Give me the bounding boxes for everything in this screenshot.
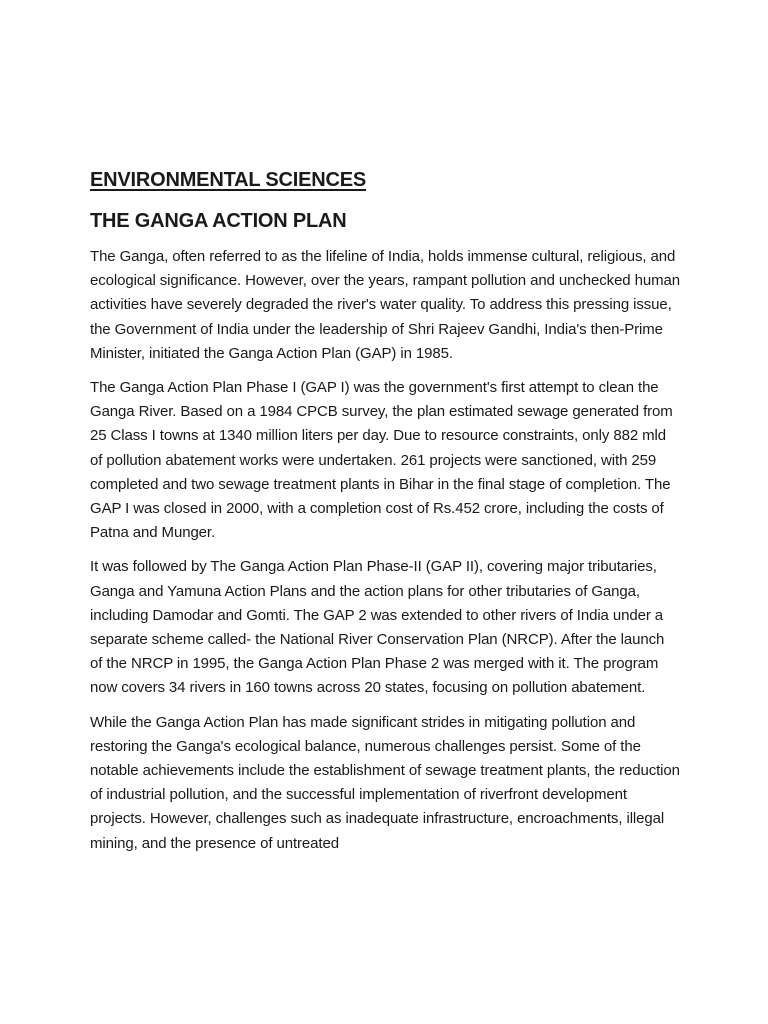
paragraph-intro: The Ganga, often referred to as the lifeline of India, holds immense cultural, religious, and ecological significance. However, over the years, rampant pollution and unchecked human activities have severely degraded the river's water quality. To address this pressing issue, the Government of India under the leadership of Shri Rajeev Gandhi, India's then-Prime Minister, initiated the Ganga Action Plan (GAP) in 1985. (90, 248, 680, 362)
document-body (90, 166, 680, 866)
section-heading: ENVIRONMENTAL SCIENCES (90, 169, 367, 191)
document-title: THE GANGA ACTION PLAN (90, 210, 347, 232)
paragraph-gap-1: The Ganga Action Plan Phase I (GAP I) was the government's first attempt to clean the Ganga River. Based on a 1984 CPCB survey, the plan estimated sewage generated from 25 Class I towns at 1340 million liters per day. Due to resource constraints, only 882 mld of pollution abatement works were undertaken. 261 projects were sanctioned, with 259 completed and two sewage treatment plants in Bihar in the final stage of completion. The GAP I was closed in 2000, with a completion cost of Rs.452 crore, including the costs of Patna and Munger. (90, 379, 673, 542)
paragraph-challenges: While the Ganga Action Plan has made significant strides in mitigating pollution and restoring the Ganga's ecological balance, numerous challenges persist. Some of the notable achievements include the establishment of sewage treatment plants, the reduction of industrial pollution, and the successful implementation of riverfront development projects. However, challenges such as inadequate infrastructure, encroachments, illegal mining, and the presence of untreated (90, 713, 680, 852)
paragraph-gap-2: It was followed by The Ganga Action Plan Phase-II (GAP II), covering major tributaries, Ganga and Yamuna Action Plans and the action plans for other tributaries of Ganga, including Damodar and Gomti. The GAP 2 was extended to other rivers of India under a separate scheme called- the National River Conservation Plan (NRCP). After the launch of the NRCP in 1995, the Ganga Action Plan Phase 2 was merged with it. The program now covers 34 rivers in 160 towns across 20 states, focusing on pollution abatement. (90, 558, 665, 697)
